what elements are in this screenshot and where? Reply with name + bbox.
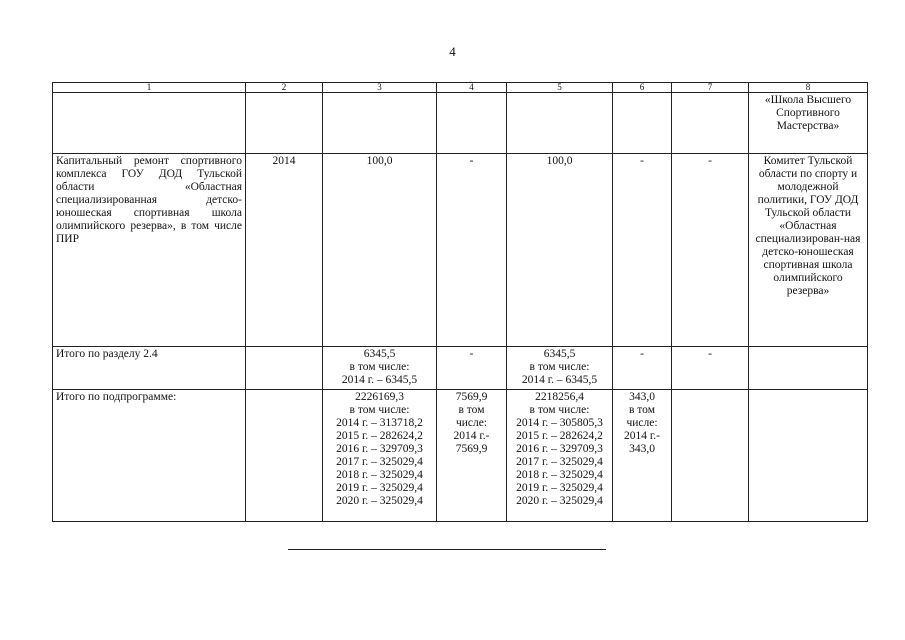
regional-cell: 6345,5 в том числе: 2014 г. – 6345,5 (507, 347, 613, 390)
table-cell (749, 347, 868, 390)
column-header: 1 (53, 83, 246, 93)
table-cell (507, 93, 613, 154)
table-cell (672, 93, 749, 154)
total-cell: 100,0 (323, 154, 437, 347)
column-header: 2 (246, 83, 323, 93)
budget-table (52, 82, 868, 522)
responsible-cell: «Школа Высшего Спортивного Мастерства» (749, 93, 868, 154)
table-row-subprogram-total (53, 390, 868, 522)
total-cell: 6345,5 в том числе: 2014 г. – 6345,5 (323, 347, 437, 390)
federal-cell: - (437, 154, 507, 347)
table-row-continuation (53, 93, 868, 154)
table-cell (53, 93, 246, 154)
federal-cell: - (437, 347, 507, 390)
other-cell: - (672, 347, 749, 390)
table-row-capital-repair (53, 154, 868, 347)
column-header: 7 (672, 83, 749, 93)
regional-cell: 2218256,4 в том числе: 2014 г. – 305805,3 2015 г. – 282624,2 2016 г. – 329709,3 2017 г. – 325029,4 2018 г. – 325029,4 2019 г. – 325029,4 2020 г. – 325029,4 (507, 390, 613, 522)
end-of-document-line (288, 549, 606, 550)
table-cell (246, 93, 323, 154)
other-cell (672, 390, 749, 522)
table-cell (246, 347, 323, 390)
page-number: 4 (449, 44, 456, 59)
table-cell (246, 390, 323, 522)
column-header: 6 (613, 83, 672, 93)
municipal-cell: - (613, 154, 672, 347)
other-cell: - (672, 154, 749, 347)
total-cell: 2226169,3 в том числе: 2014 г. – 313718,2 2015 г. – 282624,2 2016 г. – 329709,3 2017 г. – 325029,4 2018 г. – 325029,4 2019 г. – 325029,4 2020 г. – 325029,4 (323, 390, 437, 522)
year-cell: 2014 (246, 154, 323, 347)
municipal-cell: 343,0 в том числе: 2014 г.- 343,0 (613, 390, 672, 522)
responsible-cell: Комитет Тульской области по спорту и молодежной политики, ГОУ ДОД Тульской области «Областная специализирован-ная детско-юношеская спортивная школа олимпийского резерва» (749, 154, 868, 347)
subprogram-total-label: Итого по подпрограмме: (53, 390, 246, 522)
municipal-cell: - (613, 347, 672, 390)
column-number-header-row (53, 83, 868, 93)
regional-cell: 100,0 (507, 154, 613, 347)
column-header: 5 (507, 83, 613, 93)
table-cell (323, 93, 437, 154)
federal-cell: 7569,9 в том числе: 2014 г.- 7569,9 (437, 390, 507, 522)
table-cell (749, 390, 868, 522)
table-cell (613, 93, 672, 154)
column-header: 8 (749, 83, 868, 93)
column-header: 4 (437, 83, 507, 93)
measure-name-cell: Капитальный ремонт спортивного комплекса ГОУ ДОД Тульской области «Областная специализированная детско-юношеская спортивная школа олимпийского резерва», в том числе ПИР (53, 154, 246, 347)
table-cell (437, 93, 507, 154)
column-header: 3 (323, 83, 437, 93)
section-total-label: Итого по разделу 2.4 (53, 347, 246, 390)
table-row-section-total (53, 347, 868, 390)
